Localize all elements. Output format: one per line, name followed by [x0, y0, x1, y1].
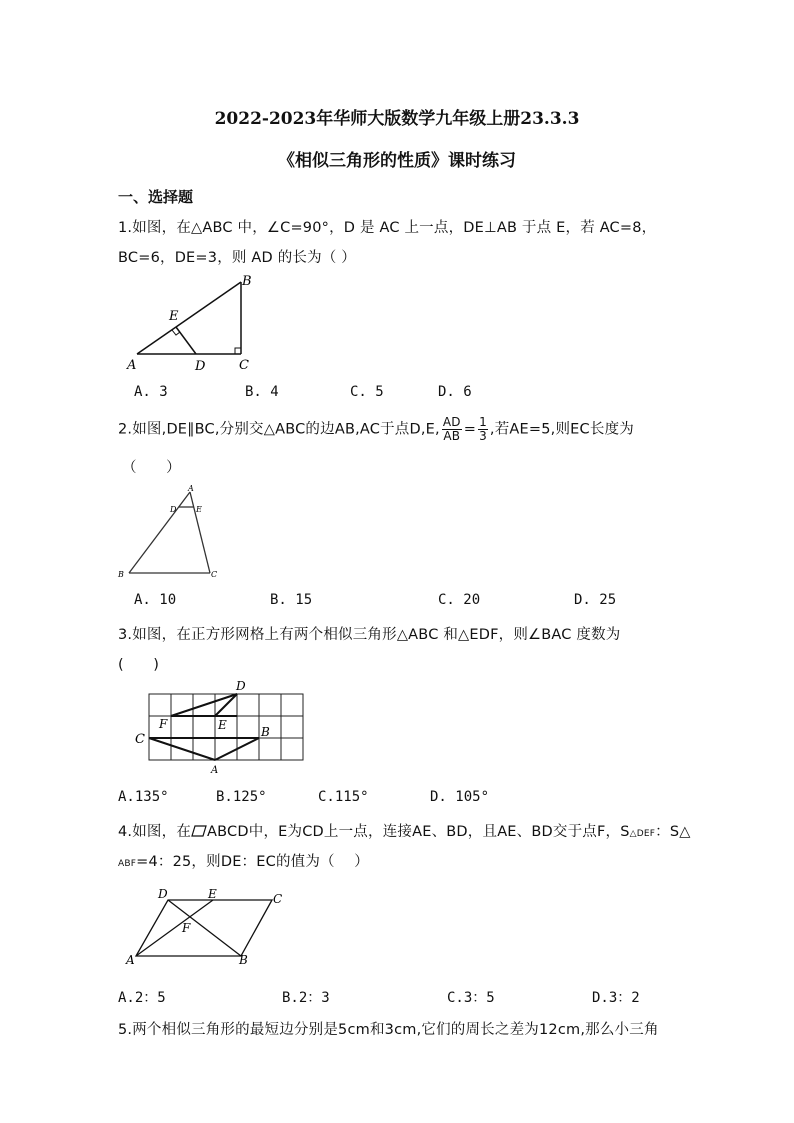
q2-label-b: B [118, 570, 124, 579]
q3-paren: ( ) [118, 657, 160, 673]
doc-title-line1: 2022-2023年华师大版数学九年级上册23.3.3 [214, 109, 580, 129]
q3-label-b: B [261, 725, 270, 739]
q1-label-a: A [127, 358, 137, 373]
q2-label-d: D [170, 505, 177, 514]
q1-label-c: C [239, 358, 249, 373]
q1-option-b: B. 4 [245, 384, 279, 400]
q2-label-e: E [196, 505, 202, 514]
q3-label-e: E [218, 718, 227, 732]
q2-fraction-one-third: $\frac{1}{3}$ [479, 415, 487, 443]
q1-option-c: C. 5 [350, 384, 384, 400]
q2-option-d: D. 25 [574, 592, 617, 608]
q2-text-line1: 2.如图,DE∥BC,分别交△ABC的边AB,AC于点D,E, $\frac{AD}{AB}$ = $\frac{1}{3}$ ,若AE=5,则EC长度为 [118, 415, 634, 443]
section-heading: 一、选择题 [118, 188, 194, 206]
q1-option-d: D. 6 [438, 384, 472, 400]
q4-label-b: B [239, 953, 248, 967]
q2-label-a: A [188, 484, 194, 493]
q4-text-line2: ABF=4：25，则DE：EC的值为（ ） [118, 854, 369, 870]
q4-label-c: C [273, 892, 283, 906]
q2-option-a: A. 10 [134, 592, 177, 608]
q4-text-line1: 4.如图，在 ABCD中，E为CD上一点，连接AE、BD，且AE、BD交于点F，S△DEF：S△ [118, 824, 691, 840]
q1-option-a: A. 3 [134, 384, 168, 400]
q2-label-c: C [211, 570, 218, 579]
q1-label-d: D [195, 359, 206, 374]
q4-figure [122, 884, 290, 968]
q1-label-e: E [169, 309, 179, 324]
q4-label-f: F [182, 921, 191, 935]
q4-label-d: D [158, 887, 168, 901]
q3-text-line1: 3.如图，在正方形网格上有两个相似三角形△ABC 和△EDF，则∠BAC 度数为 [118, 627, 621, 643]
q2-suffix: ,若AE=5,则EC长度为 [489, 421, 634, 438]
q2-option-c: C. 20 [438, 592, 481, 608]
q2-paren: （ ） [122, 460, 181, 476]
parallelogram-icon [191, 825, 207, 837]
q3-option-c: C.115° [318, 789, 369, 805]
q4-option-d: D.3：2 [592, 990, 640, 1006]
q4-option-b: B.2：3 [282, 990, 330, 1006]
q3-option-b: B.125° [216, 789, 267, 805]
q2-figure [115, 482, 225, 582]
q4-option-a: A.2：5 [118, 990, 166, 1006]
q3-label-d: D [236, 679, 246, 693]
q4-label-e: E [208, 887, 217, 901]
q1-figure [125, 270, 265, 375]
doc-title-line2: 《相似三角形的性质》课时练习 [278, 151, 516, 171]
q3-option-a: A.135° [118, 789, 169, 805]
q3-option-d: D. 105° [430, 789, 490, 805]
q3-label-f: F [159, 717, 168, 731]
q5-text-line1: 5.两个相似三角形的最短边分别是5cm和3cm,它们的周长之差为12cm,那么小三角 [118, 1022, 659, 1038]
q1-label-b: B [242, 274, 252, 289]
q2-fraction-ad-ab: $\frac{AD}{AB}$ [442, 415, 461, 443]
q2-prefix: 2.如图,DE∥BC,分别交△ABC的边AB,AC于点D,E, [118, 421, 440, 438]
q4-label-a: A [126, 953, 135, 967]
q2-option-b: B. 15 [270, 592, 313, 608]
q4-option-c: C.3：5 [447, 990, 495, 1006]
q3-label-a: A [211, 765, 219, 776]
q3-label-c: C [135, 732, 145, 747]
q3-grid-figure [130, 676, 320, 778]
q1-text-line2: BC=6，DE=3，则 AD 的长为（ ） [118, 250, 357, 266]
q1-text-line1: 1.如图，在△ABC 中，∠C=90°，D 是 AC 上一点，DE⊥AB 于点 E，若 AC=8， [118, 220, 657, 236]
